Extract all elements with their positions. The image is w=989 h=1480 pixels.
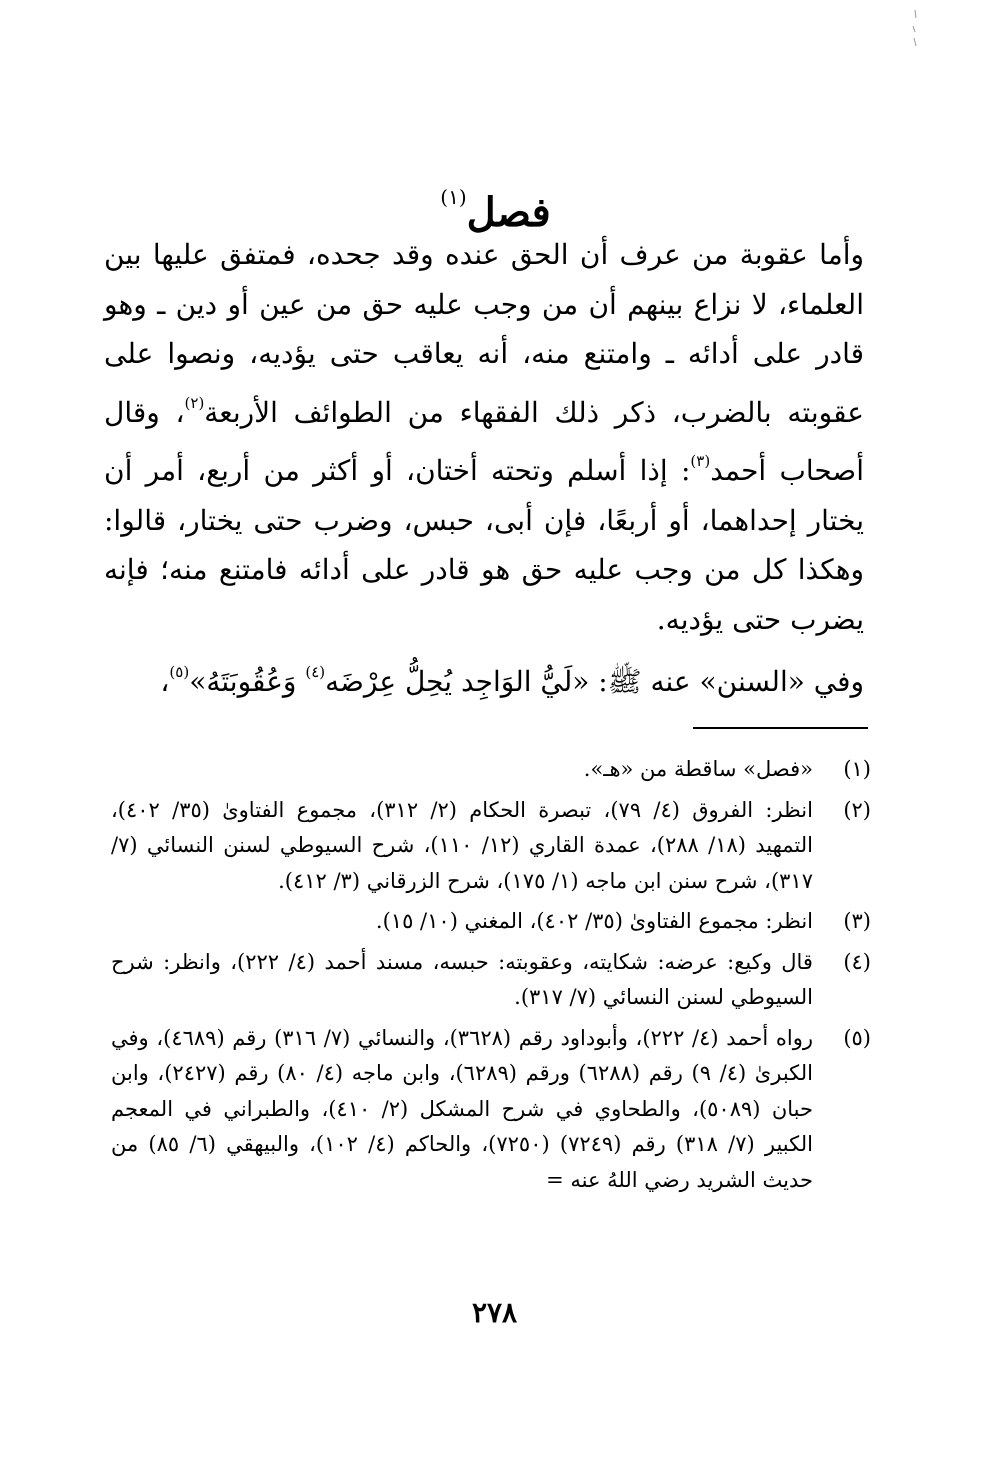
hadith-end: ، [160, 665, 170, 698]
hadith-text: «لَيُّ الوَاجِد يُحِلُّ عِرْضَه [325, 665, 590, 698]
footnote-ref: (١) [440, 184, 467, 209]
page-number: ٢٧٨ [471, 1296, 518, 1329]
footnote-item [111, 752, 871, 788]
footnote-text: قال وكيع: عرضه: شكايته، وعقوبته: حبسه، مسند أحمد (٤/ ٢٢٢)، وانظر: شرح السيوطي لسنن النسائي (٧/ ٣١٧). [111, 949, 813, 1009]
footnote-number: (٤) [843, 949, 871, 974]
footnote-number: (٣) [843, 909, 871, 933]
footnote-ref: (٥) [169, 663, 190, 681]
footnote-ref: (٢) [184, 393, 205, 412]
hadith-intro: وفي «السنن» عنه ﷺ: [589, 665, 864, 698]
footnote-ref: (٣) [690, 452, 711, 470]
footnote-number: (٥) [843, 1025, 871, 1050]
paragraph-text: وأما عقوبة من عرف أن الحق عنده وقد جحده، فمتفق عليها بين العلماء، لا نزاع بينهم أن من وجب عليه حق من عين أو دين ـ وهو قادر على أدائه ـ وامتنع منه، أنه يعاقب حتى يؤديه، ونصوا على عقوبته بالضرب، ذكر ذلك الفقهاء من الطوائف الأربعة [104, 238, 864, 429]
footnote-text: انظر: مجموع الفتاوىٰ (٣٥/ ٤٠٢)، المغني (١٠/ ١٥). [375, 909, 813, 933]
footnote-ref: (٤) [305, 663, 326, 681]
section-title [0, 184, 989, 236]
footnote-number: (١) [843, 757, 871, 781]
footnote-text: رواه أحمد (٤/ ٢٢٢)، وأبوداود رقم (٣٦٢٨)، والنسائي (٧/ ٣١٦) رقم (٤٦٨٩)، وفي الكبرىٰ (٤/ ٩) رقم (٦٢٨٨) ورقم (٦٢٨٩)، وابن ماجه (٤/ ٨٠) رقم (٢٤٢٧)، وابن حبان (٥٠٨٩)، والطحاوي في شرح المشكل (٢/ ٤١٠)، والطبراني في المعجم الكبير (٧/ ٣١٨) رقم (٧٢٤٩) (٧٢٥٠)، والحاكم (٤/ ١٠٢)، والبيهقي (٦/ ٨٥) من حديث الشريد رضي اللهُ عنه = [111, 1025, 813, 1192]
footnote-item [111, 793, 871, 900]
footnote-text: انظر: الفروق (٤/ ٧٩)، تبصرة الحكام (٢/ ٣١٢)، مجموع الفتاوىٰ (٣٥/ ٤٠٢)، التمهيد (١٨/ ٢٨٨)، عمدة القاري (١٢/ ١١٠)، شرح السيوطي لسنن النسائي (٧/ ٣١٧)، شرح سنن ابن ماجه (١/ ١٧٥)، شرح الزرقاني (٣/ ٤١٢). [111, 797, 813, 893]
hadith-text: وَعُقُوبَتَهُ» [189, 665, 306, 698]
footnote-text: «فصل» ساقطة من «هـ». [583, 757, 813, 781]
footnote-item [111, 945, 871, 1016]
paragraph-text: ، وقال أصحاب أحمد [104, 395, 864, 487]
scan-mark [905, 8, 923, 48]
footnotes-list [111, 752, 871, 1203]
footnote-item [111, 1021, 871, 1199]
footnote-divider [693, 727, 868, 729]
main-paragraph [104, 230, 864, 644]
footnote-number: (٢) [843, 797, 871, 822]
section-title-text: فصل [466, 188, 551, 236]
footnote-item [111, 904, 871, 940]
hadith-line [104, 648, 864, 706]
paragraph-text: : إذا أسلم وتحته أختان، أو أكثر من أربع، أمر أن يختار إحداهما، أو أربعًا، فإن أبى، حبس، وضرب حتى يختار، قالوا: وهكذا كل من وجب عليه حق هو قادر على أدائه فامتنع منه؛ فإنه يضرب حتى يؤديه. [104, 454, 864, 636]
